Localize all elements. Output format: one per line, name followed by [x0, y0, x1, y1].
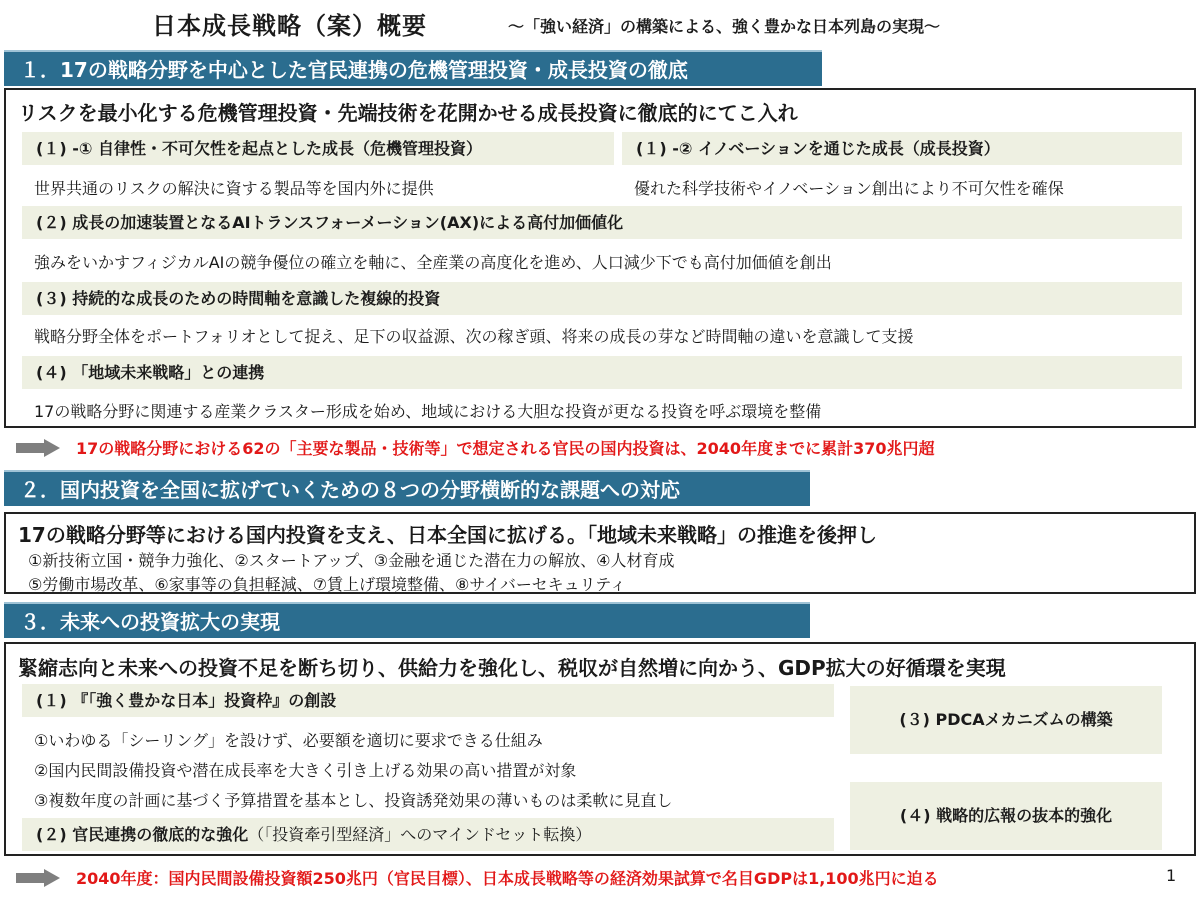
section1-item5-text: 17の戦略分野に関連する産業クラスター形成を始め、地域における大胆な投資が更なる投資を呼ぶ環境を整備	[34, 402, 822, 421]
section3-item1-point1: ①いわゆる「シーリング」を設けず、必要額を適切に要求できる仕組み	[34, 731, 543, 750]
section1-item1-heading: (１) -① 自律性・不可欠性を起点とした成長（危機管理投資）	[22, 132, 614, 165]
section1-item3-heading: (２) 成長の加速装置となるAIトランスフォーメーション(AX)による高付加価値化	[22, 206, 1182, 239]
section3-item4-heading: (４) 戦略的広報の抜本的強化	[850, 782, 1162, 850]
section1-result: 17の戦略分野における62の「主要な製品・技術等」で想定される官民の国内投資は、2040年度までに累計370兆円超	[76, 439, 935, 458]
page-title: 日本成長戦略（案）概要	[152, 12, 427, 40]
section2-lead: 17の戦略分野等における国内投資を支え、日本全国に拡げる。「地域未来戦略」の推進を後押し	[18, 523, 878, 547]
section1-item2-heading: (１) -② イノベーションを通じた成長（成長投資）	[622, 132, 1182, 165]
section1-item5-heading: (４) 「地域未来戦略」との連携	[22, 356, 1182, 389]
section3-item2-heading-main: (２) 官民連携の徹底的な強化	[36, 825, 249, 844]
section3-item1-point2: ②国内民間設備投資や潜在成長率を大きく引き上げる効果の高い措置が対象	[34, 761, 577, 780]
section3-box	[4, 642, 1196, 856]
section2-line1: ①新技術立国・競争力強化、②スタートアップ、③金融を通じた潜在力の解放、④人材育成	[28, 551, 675, 570]
section1-heading: １．17の戦略分野を中心とした官民連携の危機管理投資・成長投資の徹底	[4, 50, 822, 86]
right-arrow-icon	[16, 869, 60, 887]
section3-item2-heading	[22, 818, 834, 851]
section2-line2: ⑤労働市場改革、⑥家事等の負担軽減、⑦賃上げ環境整備、⑧サイバーセキュリティ	[28, 575, 627, 594]
section3-result: 2040年度：国内民間設備投資額250兆円（官民目標）、日本成長戦略等の経済効果試算で名目GDPは1,100兆円に迫る	[76, 869, 939, 888]
page-number: 1	[1166, 866, 1177, 885]
right-arrow-icon	[16, 439, 60, 457]
section3-item1-heading: (１) 『「強く豊かな日本」投資枠』の創設	[22, 684, 834, 717]
section1-box	[4, 88, 1196, 428]
section1-item4-text: 戦略分野全体をポートフォリオとして捉え、足下の収益源、次の稼ぎ頭、将来の成長の芽など時間軸の違いを意識して支援	[34, 327, 914, 346]
page-header	[0, 4, 1200, 40]
section1-result-row	[0, 434, 1200, 462]
page-subtitle: ～「強い経済」の構築による、強く豊かな日本列島の実現～	[508, 17, 941, 36]
section1-item2-text: 優れた科学技術やイノベーション創出により不可欠性を確保	[634, 179, 1064, 198]
section3-item2-heading-note: （「投資牽引型経済」へのマインドセット転換）	[248, 825, 592, 844]
section3-item3-heading: (３) PDCAメカニズムの構築	[850, 686, 1162, 754]
section1-item3-text: 強みをいかすフィジカルAIの競争優位の確立を軸に、全産業の高度化を進め、人口減少下でも高付加価値を創出	[34, 253, 832, 272]
section3-lead: 緊縮志向と未来への投資不足を断ち切り、供給力を強化し、税収が自然増に向かう、GDP拡大の好循環を実現	[18, 656, 1006, 680]
section1-lead: リスクを最小化する危機管理投資・先端技術を花開かせる成長投資に徹底的にてこ入れ	[18, 101, 798, 125]
section2-box	[4, 512, 1196, 594]
section1-item1-text: 世界共通のリスクの解決に資する製品等を国内外に提供	[34, 179, 434, 198]
section3-heading: ３．未来への投資拡大の実現	[4, 602, 810, 638]
section2-heading: ２．国内投資を全国に拡げていくための８つの分野横断的な課題への対応	[4, 470, 810, 506]
section3-result-row	[0, 864, 1200, 892]
section1-item4-heading: (３) 持続的な成長のための時間軸を意識した複線的投資	[22, 282, 1182, 315]
section3-item1-point3: ③複数年度の計画に基づく予算措置を基本とし、投資誘発効果の薄いものは柔軟に見直し	[34, 791, 673, 810]
